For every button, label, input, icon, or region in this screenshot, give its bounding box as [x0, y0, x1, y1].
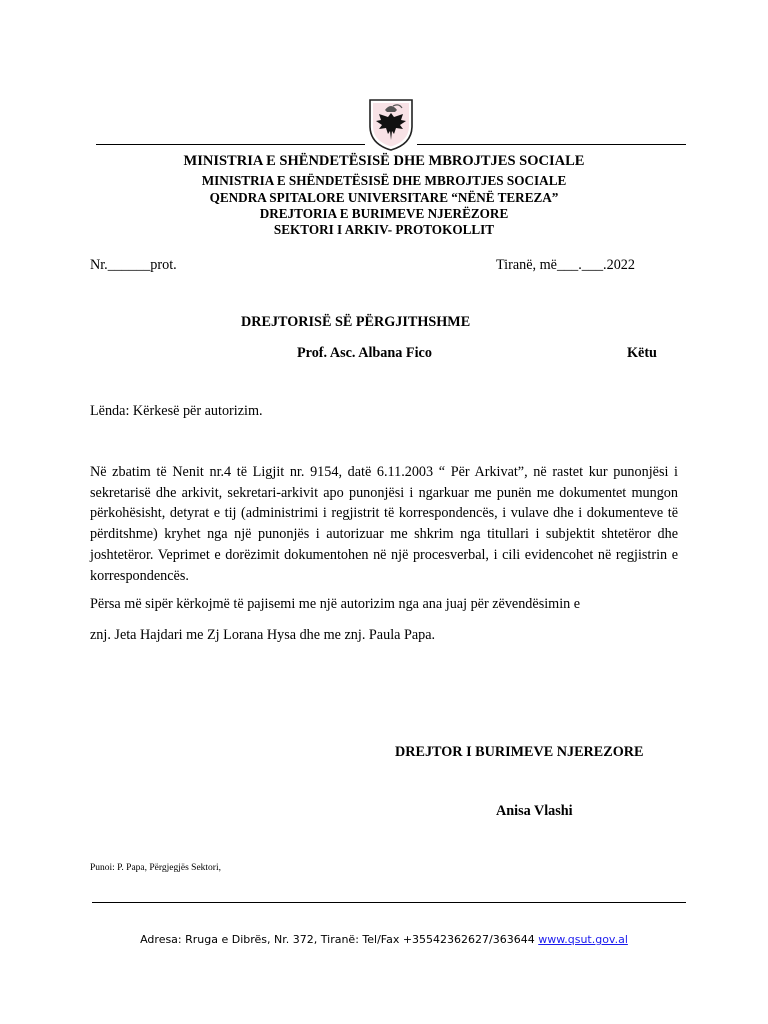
header-rule-left	[96, 144, 365, 145]
place-date: Tiranë, më___.___.2022	[496, 257, 635, 273]
protocol-number: Nr.______prot.	[90, 257, 177, 273]
ministry-subtitle: MINISTRIA E SHËNDETËSISË DHE MBROJTJES SOCIALE	[201, 173, 567, 188]
header-rule-right	[417, 144, 686, 145]
recipient-name: Prof. Asc. Albana Fico	[297, 345, 432, 361]
body-paragraph-2: Përsa më sipër kërkojmë të pajisemi me një autorizim nga ana juaj për zëvendësimin e	[90, 596, 581, 612]
footer-address: Adresa: Rruga e Dibrës, Nr. 372, Tiranë: Tel/Fax +35542362627/363644	[140, 933, 539, 946]
sector-name: SEKTORI I ARKIV- PROTOKOLLIT	[273, 222, 495, 237]
coat-of-arms-icon	[366, 96, 416, 152]
website-link[interactable]: www.qsut.gov.al	[538, 933, 628, 946]
footer-rule	[92, 902, 686, 903]
ministry-title: MINISTRIA E SHËNDETËSISË DHE MBROJTJES SOCIALE	[183, 153, 585, 169]
footer	[0, 933, 768, 946]
body-paragraph-3: znj. Jeta Hajdari me Zj Lorana Hysa dhe me znj. Paula Papa.	[90, 627, 436, 643]
directorate-name: DREJTORIA E BURIMEVE NJERËZORE	[259, 206, 509, 221]
signature-title: DREJTOR I BURIMEVE NJEREZORE	[395, 744, 644, 760]
recipient-office: DREJTORISË SË PËRGJITHSHME	[241, 314, 471, 330]
subject-line: Lënda: Kërkesë për autorizim.	[90, 403, 263, 419]
body-paragraph-1: Në zbatim të Nenit nr.4 të Ligjit nr. 9154, datë 6.11.2003 “ Për Arkivat”, në rastet kur punonjësi i sekretarisë dhe arkivit, sekretari-arkivit apo punonjësi i ngarkuar me punën me dokumentet mungon përkohësisht, detyrat e tij (administrimi i regjistrit të korrespondencës, i vulave dhe i dokumenteve të përditshme) kryhet nga një punonjës i autorizuar me shkrim nga titullari i subjektit shtetëror dhe joshtetëror. Veprimet e dorëzimit dokumentohen në një procesverbal, i cili evidencohet në regjistrin e korrespondencës.	[90, 464, 678, 584]
recipient-here: Këtu	[627, 345, 657, 361]
hospital-name: QENDRA SPITALORE UNIVERSITARE “NËNË TEREZA”	[209, 190, 559, 205]
prepared-by: Punoi: P. Papa, Përgjegjës Sektori,	[90, 863, 221, 873]
signature-name: Anisa Vlashi	[496, 803, 573, 819]
